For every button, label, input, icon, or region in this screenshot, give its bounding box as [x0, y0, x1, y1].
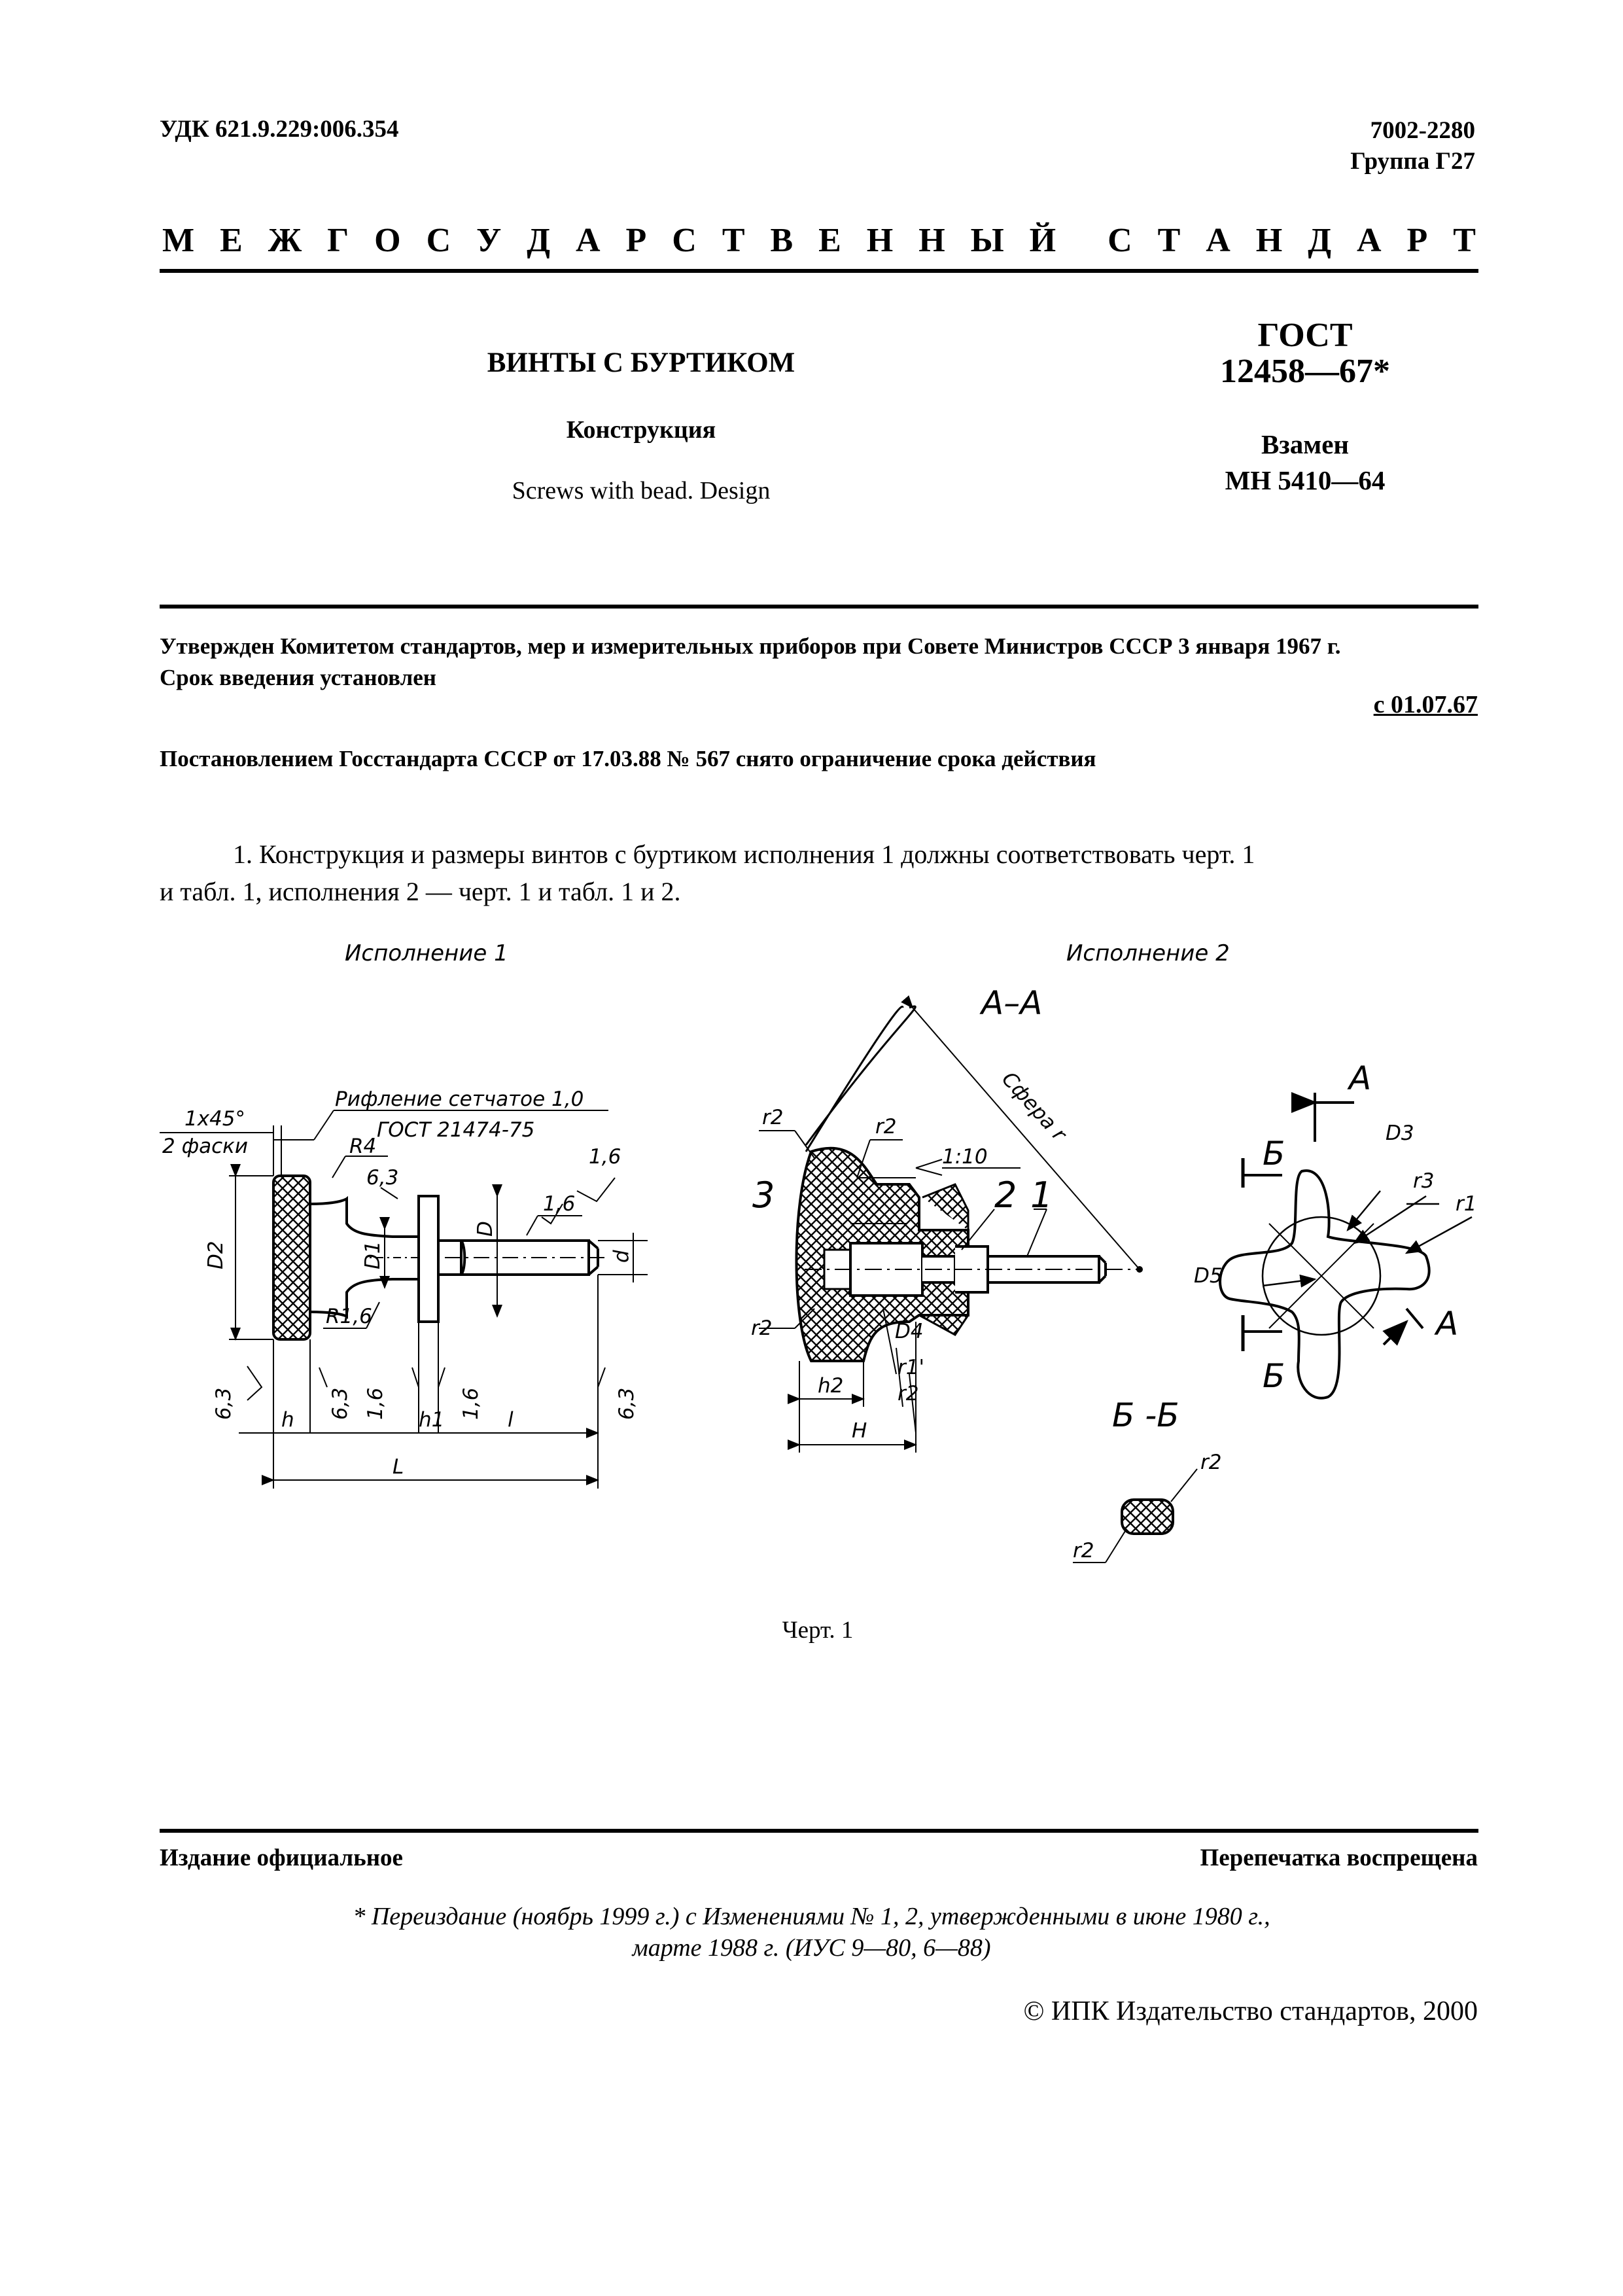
dimension-h1-label: h1: [419, 1408, 445, 1432]
standard-type-letter: Г: [327, 222, 349, 259]
standard-type-letter: Ж: [268, 222, 302, 259]
chamfer-label: 1х45°: [184, 1107, 246, 1131]
dimension-D5-label: D5: [1194, 1264, 1223, 1288]
standard-type-letter: Е: [220, 222, 243, 259]
standard-type-letter: Н: [918, 222, 945, 259]
figure-caption: Черт. 1: [782, 1617, 854, 1644]
standard-type-letter: Т: [722, 222, 745, 259]
reissue-note-line-2: марте 1988 г. (ИУС 9—80, 6—88): [632, 1934, 991, 1962]
section-mark-B-top: Б: [1263, 1135, 1285, 1173]
footer-rule: [160, 1829, 1478, 1833]
replaces-label: Взамен: [1261, 429, 1350, 459]
section-bb: [1073, 1396, 1221, 1563]
roughness-6-3-top: 6,3: [366, 1166, 399, 1190]
section-bb-r2-bottom: r2: [1073, 1539, 1094, 1563]
standard-type-letter: В: [770, 222, 794, 259]
dimension-h-label: h: [281, 1408, 294, 1432]
effective-date-label: Срок введения установлен: [160, 665, 436, 690]
header-rule: [160, 269, 1478, 273]
part-3-label: 3: [752, 1174, 775, 1216]
standard-type-letter: Е: [818, 222, 841, 259]
group-code: Группа Г27: [1350, 148, 1475, 175]
reissue-note-line-1: * Переиздание (ноябрь 1999 г.) с Изменениями № 1, 2, утвержденными в июне 1980 г.,: [353, 1903, 1270, 1930]
standard-type-letter: А: [576, 222, 601, 259]
decree-text: Постановлением Госстандарта СССР от 17.03.88 № 567 снято ограничение срока действия: [160, 746, 1096, 771]
reprint-prohibited: Перепечатка воспрещена: [1200, 1845, 1478, 1871]
standard-type-letter: Й: [1029, 222, 1056, 259]
dimension-H-label: H: [852, 1419, 867, 1443]
section-bb-profile: [1122, 1500, 1173, 1534]
roughness-6-3-left: 6,3: [212, 1387, 236, 1420]
approval-line: Утвержден Комитетом стандартов, мер и измерительных приборов при Совете Министров СССР 3 января 1967 г.: [160, 633, 1341, 659]
paragraph-1-line-1: 1. Конструкция и размеры винтов с буртиком исполнения 1 должны соответствовать черт. 1: [233, 839, 1255, 869]
collar: [419, 1196, 438, 1322]
radius-r1-label: r1: [1456, 1192, 1477, 1216]
dimension-d-label: d: [610, 1250, 633, 1263]
dimension-L-label: L: [393, 1455, 404, 1479]
section-aa-title: А–А: [981, 984, 1043, 1022]
copyright: © ИПК Издательство стандартов, 2000: [1023, 1996, 1478, 2026]
standard-type-letter: С: [672, 222, 697, 259]
title-rule: [160, 605, 1478, 609]
roughness-6-3-end: 6,3: [615, 1387, 638, 1420]
section-mark-A-top: А: [1349, 1059, 1372, 1097]
standard-type-letter: А: [1356, 222, 1382, 259]
variant-2-front-labels: [1194, 1059, 1476, 1395]
neck-top: [310, 1199, 419, 1237]
figure-drawing: [0, 916, 1623, 1688]
roughness-1-6-collar: 1,6: [364, 1387, 387, 1420]
roughness-6-3-neck: 6,3: [328, 1387, 352, 1420]
section-mark-A-bottom: А: [1436, 1305, 1459, 1343]
roughness-1-6-shank-bottom: 1,6: [459, 1387, 483, 1420]
sphere-label: Сфера r: [997, 1067, 1071, 1146]
standard-type-letter: Д: [1308, 222, 1331, 259]
radius-r3-label: r3: [1413, 1169, 1435, 1193]
knurled-head: [273, 1176, 310, 1339]
standard-type-letter: Н: [866, 222, 894, 259]
dimension-D4-label: D4: [895, 1320, 924, 1343]
radius-r2-b: r2: [875, 1115, 897, 1139]
gost-number: 12458—67*: [1220, 353, 1390, 390]
udk-code: УДК 621.9.229:006.354: [160, 116, 399, 143]
standard-type-letter: Р: [625, 222, 647, 259]
dimension-D3-label: D3: [1386, 1122, 1414, 1145]
dimension-l-label: l: [508, 1408, 514, 1432]
standard-type-letter: Д: [527, 222, 551, 259]
standard-type-letter: О: [374, 222, 401, 259]
okp-code: 7002-2280: [1370, 117, 1475, 144]
part-1-label: 1: [1030, 1174, 1053, 1216]
knurl-label: Рифление сетчатое 1,0: [335, 1087, 584, 1111]
star-knob-outline: [1220, 1171, 1429, 1398]
dimension-D1-label: D1: [361, 1241, 385, 1269]
standard-type-letter: А: [1206, 222, 1230, 259]
radius-r2-d: r2: [898, 1382, 919, 1405]
dimension-D2-label: D2: [204, 1241, 228, 1269]
gost-label: ГОСТ: [1257, 317, 1353, 354]
standard-type-letter: С: [426, 222, 451, 259]
effective-date: с 01.07.67: [1373, 691, 1478, 718]
document-subtitle: Конструкция: [566, 416, 716, 444]
variant-2-section-drawing: [797, 1006, 1139, 1361]
paragraph-1-line-2: и табл. 1, исполнения 2 — черт. 1 и табл. 1 и 2.: [160, 877, 681, 906]
variant-1-labels: [162, 1087, 638, 1479]
standard-type-letter: С: [1108, 222, 1132, 259]
standard-type-letter: Ы: [970, 222, 1004, 259]
standard-type-letter: М: [162, 222, 195, 259]
section-bb-r2-top: r2: [1200, 1451, 1222, 1474]
standard-type-letter: Н: [1255, 222, 1283, 259]
catalog-code: [1350, 115, 1475, 177]
official-edition: Издание официальное: [160, 1845, 403, 1871]
english-title: Screws with bead. Design: [512, 477, 771, 504]
variant-1-label: Исполнение 1: [345, 940, 508, 966]
radius-r2-c: r2: [751, 1316, 773, 1340]
standard-type-letter: У: [476, 222, 502, 259]
standard-type-letter: Р: [1406, 222, 1428, 259]
part-2-label: 2: [994, 1174, 1017, 1216]
radius-r4-label: R4: [349, 1135, 377, 1158]
replaces-number: МН 5410—64: [1225, 465, 1386, 495]
variant-1-dimensions: [160, 1110, 648, 1489]
roughness-1-6-top: 1,6: [589, 1145, 621, 1169]
document-title: ВИНТЫ С БУРТИКОМ: [487, 347, 795, 378]
knurl-standard-label: ГОСТ 21474-75: [377, 1118, 535, 1142]
roughness-1-6-shank: 1,6: [543, 1192, 576, 1216]
radius-r2-a: r2: [762, 1106, 784, 1129]
variant-2-label: Исполнение 2: [1066, 940, 1230, 966]
radius-r1-6-label: R1,6: [326, 1305, 372, 1328]
standard-type-heading: [162, 221, 1476, 260]
chamfer-count-label: 2 фаски: [162, 1135, 248, 1158]
section-mark-B-bottom: Б: [1263, 1357, 1285, 1395]
radius-r1-prime-label: r1': [898, 1356, 924, 1379]
dimension-D-label: D: [474, 1221, 497, 1237]
standard-type-letter: Т: [1453, 222, 1476, 259]
standard-type-letter: Т: [1157, 222, 1181, 259]
section-bb-title: Б -Б: [1112, 1396, 1179, 1434]
variant-2-front-view: [1220, 1171, 1429, 1398]
taper-label: 1:10: [942, 1145, 988, 1169]
dimension-h2-label: h2: [818, 1374, 844, 1398]
